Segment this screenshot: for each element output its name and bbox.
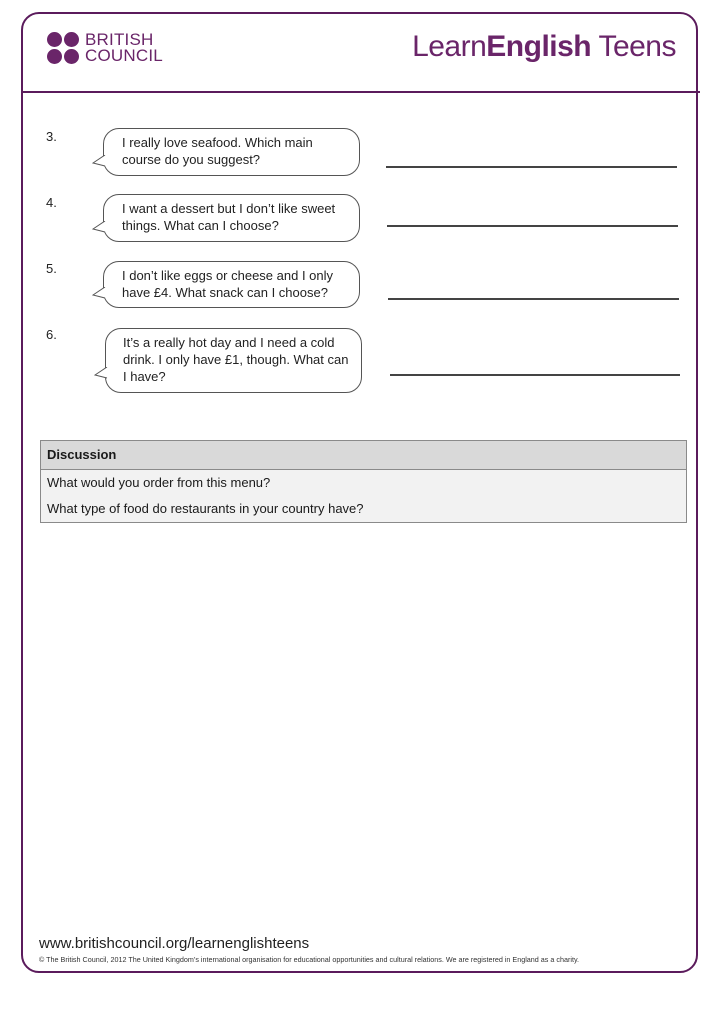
answer-line[interactable] (390, 374, 680, 376)
discussion-title: Discussion (41, 441, 686, 470)
discussion-box (40, 440, 687, 523)
bubble-tail-icon (92, 155, 106, 167)
logo-text-council: COUNCIL (85, 46, 163, 65)
bubble-tail-icon (92, 287, 106, 299)
answer-line[interactable] (387, 225, 678, 227)
bubble-tail-icon (92, 221, 106, 233)
answer-line[interactable] (388, 298, 679, 300)
british-council-dots-icon (47, 32, 79, 64)
speech-bubble (103, 261, 360, 308)
logo-text-british: BRITISH (85, 30, 154, 49)
footer-url[interactable]: www.britishcouncil.org/learnenglishteens (39, 935, 310, 952)
british-council-logo (47, 32, 163, 64)
bubble-tail-icon (94, 367, 108, 379)
logo-english: English (486, 30, 592, 63)
header-divider (21, 91, 700, 93)
speech-bubble (105, 328, 362, 393)
learnenglish-teens-logo (412, 30, 676, 64)
discussion-question: What type of food do restaurants in your country have? (47, 501, 364, 516)
question-number: 6. (46, 327, 57, 342)
answer-line[interactable] (386, 166, 677, 168)
question-text: I don’t like eggs or cheese and I only have £4. What snack can I choose? (122, 268, 334, 300)
logo-teens: Teens (598, 30, 676, 63)
question-number: 4. (46, 195, 57, 210)
question-text: I really love seafood. Which main course do you suggest? (122, 135, 313, 167)
logo-learn: Learn (412, 30, 487, 63)
question-text: I want a dessert but I don’t like sweet things. What can I choose? (122, 201, 336, 233)
question-number: 3. (46, 129, 57, 144)
discussion-question: What would you order from this menu? (47, 475, 271, 490)
speech-bubble (103, 194, 360, 242)
footer-copyright: © The British Council, 2012 The United Kingdom’s international organisation for educational opportunities and cultural relations. We are registered in England as a charity. (39, 955, 580, 964)
question-text: It’s a really hot day and I need a cold drink. I only have £1, though. What can I have? (123, 335, 349, 384)
question-number: 5. (46, 261, 57, 276)
speech-bubble (103, 128, 360, 176)
